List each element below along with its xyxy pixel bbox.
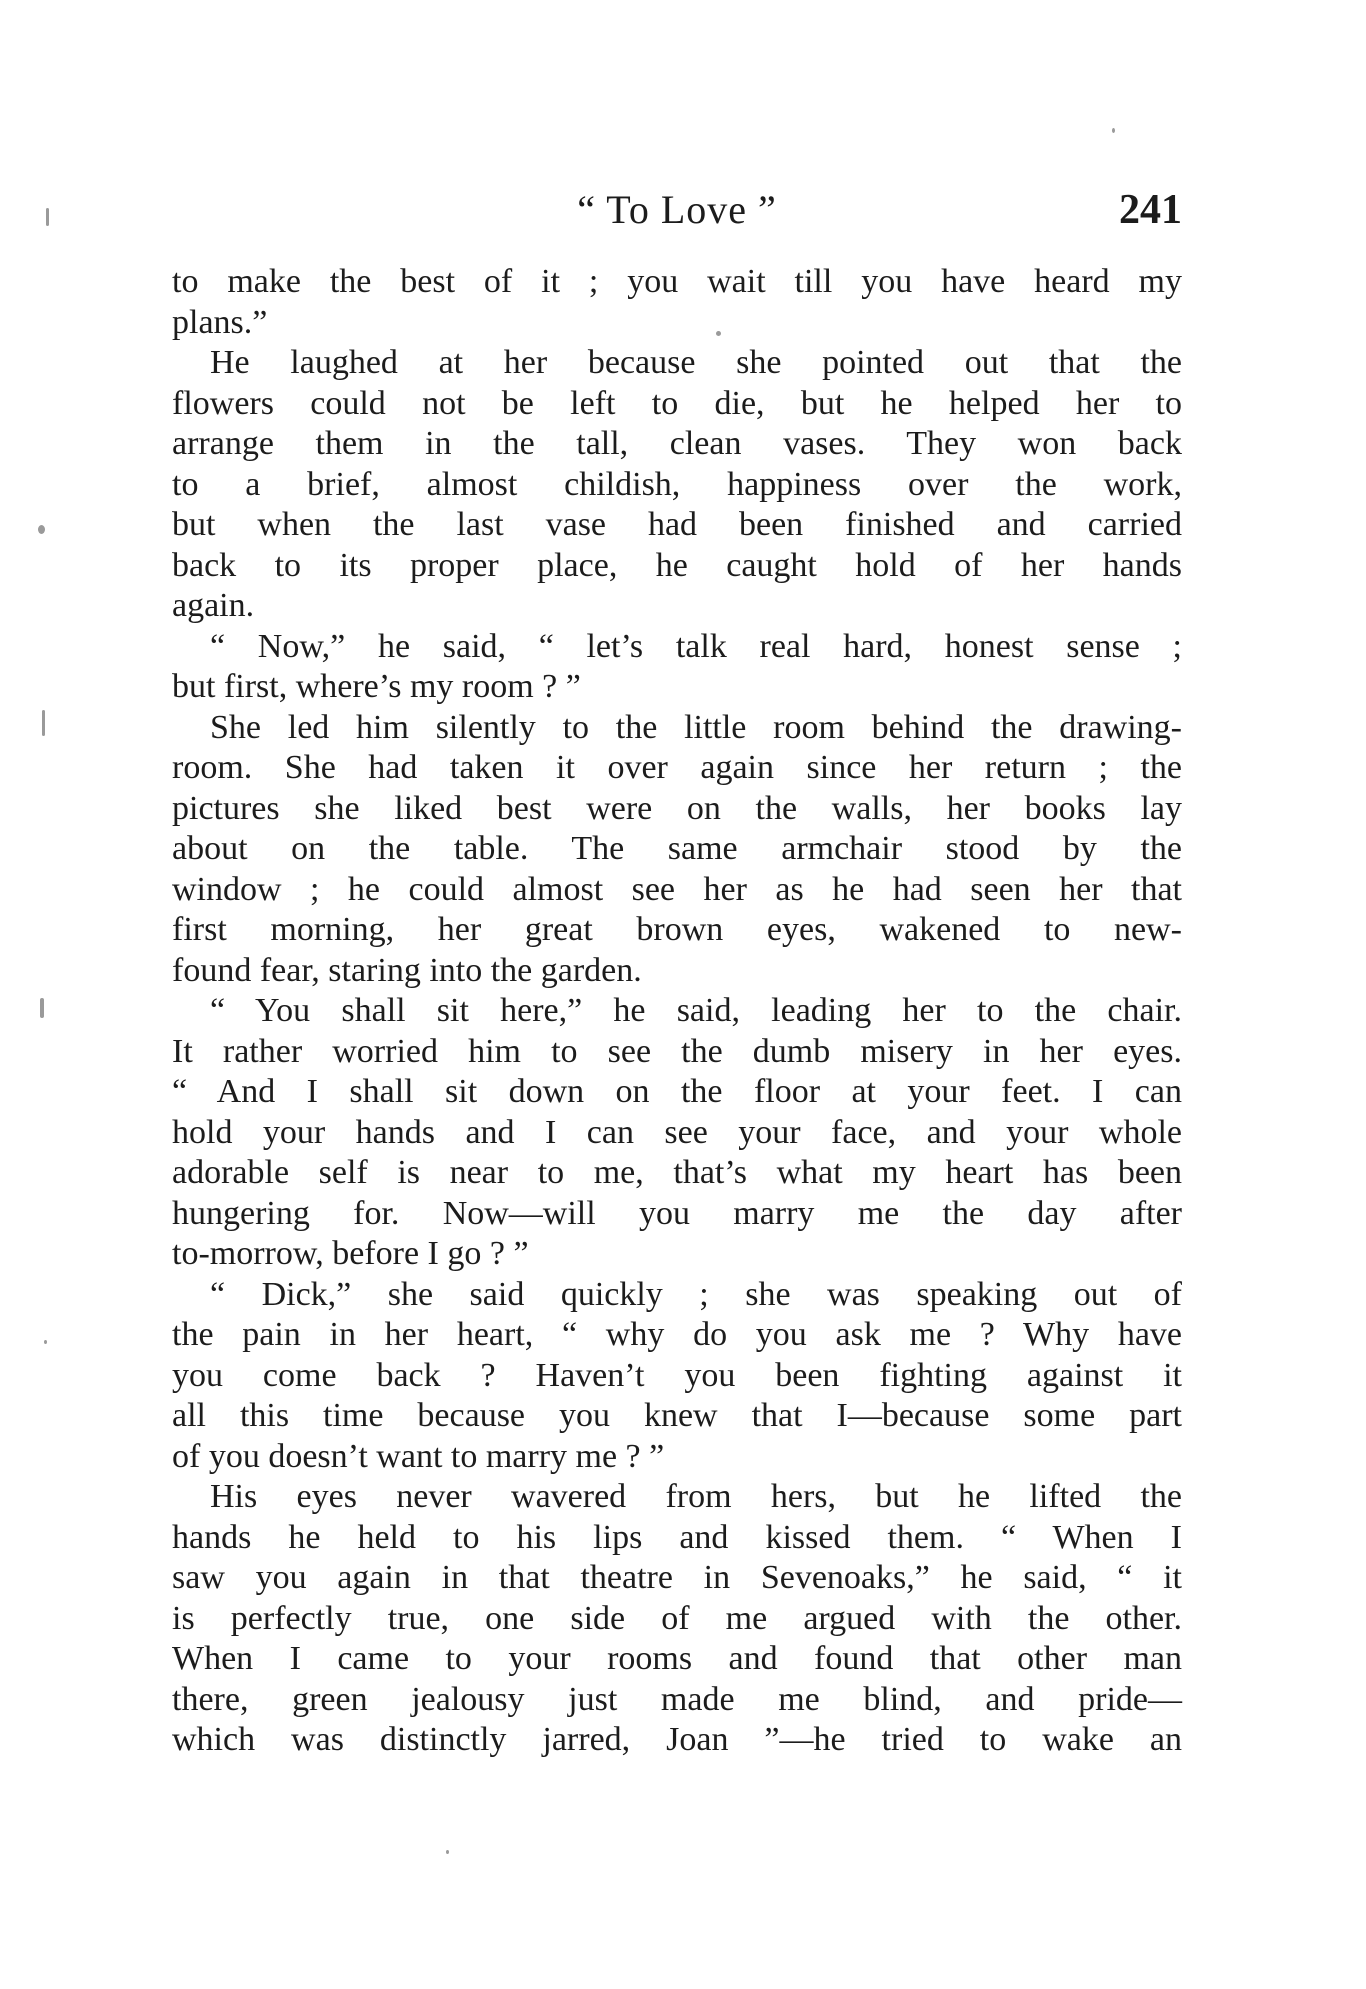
text-line: but first, where’s my room ? ”	[172, 668, 581, 705]
text-line: to make the best of it ; you wait till you have heard my	[172, 263, 1182, 300]
text-line: found fear, staring into the garden.	[172, 951, 642, 989]
scan-speck	[46, 208, 49, 226]
text-line: hungering for. Now—will you marry me the day after	[172, 1194, 1182, 1232]
text-line: adorable self is near to me, that’s what my heart has been	[172, 1154, 1182, 1191]
text-line: She led him silently to the little room behind the drawing-	[210, 708, 1182, 746]
scan-speck	[446, 1850, 449, 1854]
text-line: there, green jealousy just made me blind, and pride—	[172, 1680, 1182, 1718]
scan-speck	[42, 710, 45, 736]
text-line: “ Dick,” she said quickly ; she was speaking out of	[210, 1275, 1182, 1313]
scan-speck	[44, 1340, 47, 1344]
text-line: all this time because you knew that I—because some part	[172, 1397, 1182, 1434]
text-line: “ You shall sit here,” he said, leading her to the chair.	[210, 992, 1182, 1029]
text-line: the pain in her heart, “ why do you ask me ? Why have	[172, 1316, 1182, 1353]
page-number: 241	[1119, 187, 1182, 233]
text-line: hands he held to his lips and kissed them. “ When I	[172, 1518, 1182, 1556]
text-line: plans.”	[172, 303, 268, 341]
text-line: but when the last vase had been finished and carried	[172, 506, 1182, 543]
text-line: He laughed at her because she pointed out that the	[210, 344, 1182, 381]
text-line: pictures she liked best were on the walls, her books lay	[172, 789, 1182, 827]
body-text	[172, 262, 1182, 1761]
scan-speck	[38, 525, 45, 534]
page-header	[172, 186, 1182, 246]
text-line: hold your hands and I can see your face, and your whole	[172, 1113, 1182, 1151]
text-line: His eyes never wavered from hers, but he lifted the	[210, 1478, 1182, 1515]
text-line: of you doesn’t want to marry me ? ”	[172, 1437, 665, 1475]
text-line: “ And I shall sit down on the floor at your feet. I can	[172, 1073, 1182, 1110]
text-line: When I came to your rooms and found that other man	[172, 1640, 1182, 1677]
text-line: window ; he could almost see her as he had seen her that	[172, 870, 1182, 908]
text-line: It rather worried him to see the dumb misery in her eyes.	[172, 1032, 1182, 1070]
text-line: again.	[172, 587, 255, 624]
running-title: “ To Love ”	[577, 187, 777, 232]
scan-speck	[716, 331, 721, 336]
text-line: saw you again in that theatre in Sevenoaks,” he said, “ it	[172, 1559, 1182, 1596]
text-line: flowers could not be left to die, but he helped her to	[172, 384, 1182, 422]
scan-speck	[40, 998, 44, 1018]
text-line: to-morrow, before I go ? ”	[172, 1235, 529, 1272]
text-line: back to its proper place, he caught hold of her hands	[172, 546, 1182, 584]
text-line: arrange them in the tall, clean vases. They won back	[172, 425, 1182, 462]
text-line: first morning, her great brown eyes, wakened to new-	[172, 911, 1182, 948]
text-line: is perfectly true, one side of me argued with the other.	[172, 1599, 1182, 1637]
scan-speck	[1112, 128, 1115, 133]
text-line: “ Now,” he said, “ let’s talk real hard, honest sense ;	[210, 627, 1182, 665]
text-line: you come back ? Haven’t you been fighting against it	[172, 1356, 1182, 1394]
text-line: room. She had taken it over again since her return ; the	[172, 749, 1182, 786]
text-line: to a brief, almost childish, happiness over the work,	[172, 465, 1182, 503]
text-line: about on the table. The same armchair stood by the	[172, 830, 1182, 867]
text-line: which was distinctly jarred, Joan ”—he tried to wake an	[172, 1721, 1182, 1758]
